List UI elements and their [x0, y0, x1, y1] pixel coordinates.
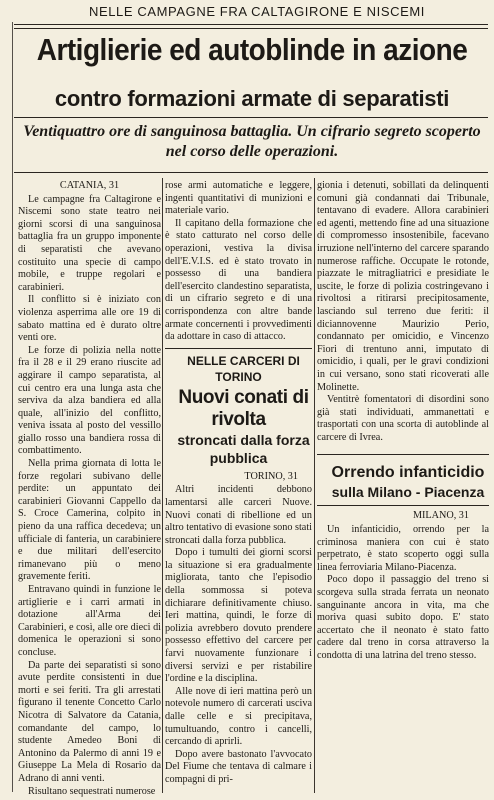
section-subheadline-milano: sulla Milano - Piacenza	[331, 484, 485, 501]
article-column-1	[18, 180, 161, 798]
main-headline: Artiglierie ed autoblinde in azione	[36, 32, 468, 67]
left-margin-strip	[2, 22, 13, 792]
paragraph: Poco dopo il passaggio del treno si scorgeva sulla strada ferrata un neonato sanguinante ancora in vita, ma che moriva quasi subito dopo. E' stato accertato che il neonato è stato fatto cadere dal treno in corsa attraverso la condotta di una latrina del treno stesso.	[317, 574, 489, 661]
paragraph: Le forze di polizia nella notte fra il 28 e il 29 erano riuscite ad aggirare il campo separatista, al cui centro era una lunga asta che serviva da alza bandiera ed alla quale, all'inizio del conflitto, veniva issata al posto del vessillo giallo rosso una bandiera rossa di combattimento.	[18, 344, 161, 457]
paragraph: Altri incidenti debbono lamentarsi alle carceri Nuove. Nuovi conati di ribellione ed un altro tentativo di evasione sono stati stroncati dalla forza pubblica.	[165, 484, 312, 546]
paragraph: Nella prima giornata di lotta le forze regolari subivano delle perdite: un appuntato dei carabinieri Giovanni Cappello da S. Croce Camerina, colpito in pieno da una raffica decedeva; un ufficiale di fanteria, un carabiniere e due militari dell'esercito rimanevano più o meno gravemente feriti.	[18, 458, 161, 583]
paragraph: Ventitrè fomentatori di disordini sono già stati individuati, ammanettati e trasportati con una scorta di autoblinde al carcere di Ivrea.	[317, 394, 489, 443]
secondary-headline: contro formazioni armate di separatisti	[54, 86, 450, 111]
subheadline: Ventiquattro ore di sanguinosa battaglia. Un cifrario segreto scoperto nel corso delle operazioni.	[23, 123, 481, 160]
paragraph: Dopo avere bastonato l'avvocato Del Fiume che tentava di calmare i compagni di pri-	[165, 748, 312, 785]
rule-under-subhead	[14, 172, 488, 173]
paragraph: Le campagne fra Caltagirone e Niscemi sono state teatro nei giorni scorsi di una sanguinosa battaglia fra un gruppo imponente di separatisti che avevano costituito una specie di campo mobile, e truppe regolari e carabinieri.	[18, 193, 161, 293]
article-column-2	[165, 180, 312, 787]
column-rule-2	[314, 178, 315, 793]
paragraph: Risultano sequestrati numerose	[28, 785, 156, 797]
section-headline-milano: Orrendo infanticidio	[331, 464, 485, 482]
rule-under-headline	[14, 117, 488, 118]
dateline-torino: TORINO, 31	[244, 470, 298, 482]
paragraph: Dopo i tumulti dei giorni scorsi la situazione si era gradualmente migliorata, tanto che l'episodio della sommossa si poteva dichiarare definitivamente chiuso. Ieri mattina, quindi, le forze di polizia avrebbero dovuto prendere possesso effettivo del carcere per farvi nuovamente funzionare i diversi servizi e per ristabilire l'ordine e la disciplina.	[165, 547, 312, 685]
paragraph: Il capitano della formazione che è stato catturato nel corso delle operazioni, vestiva la divisa dell'E.V.I.S. ed è stato trovato in possesso di una bandiera dell'esercito clandestino separatista, di un cifrario segreto e di una corrispondenza con altre bande armate concernenti i provvedimenti da adottare in caso di attacco.	[165, 217, 312, 343]
paragraph: Un infanticidio, orrendo per la criminosa maniera con cui è stato perpetrato, è stato scoperto oggi sulla linea ferroviaria Milano-Piacenza.	[317, 524, 489, 573]
section-rule-bottom	[317, 505, 489, 506]
dateline-catania: CATANIA, 31	[59, 180, 120, 191]
section-rule	[165, 348, 312, 349]
rule-top-2	[14, 28, 488, 29]
paragraph-continuation: gionia i detenuti, sobillati da delinquenti comuni già condannati dai Tribunale, tentavano di evadere. Allora carabinieri ed agenti, mettendo fine ad una situazione di compromesso insostenibile, facevano irruzione nell'interno del carcere sparando numerose raffiche. Occupate le rotonde, piazzate le mitragliatrici e presidiate le uscite, le forze di polizia costringevano i rivoltosi a ritirarsi precipitosamente, lasciando sul terreno due feriti: il diciannovenne Maurizio Perio, condannato per omicidio, e Vincenzo Fiori di trentuno anni, imputato di omicidio, i quali, per le gravi condizioni in cui versano, sono stati ricoverati alle Molinette.	[317, 180, 489, 393]
article-column-3	[317, 180, 489, 663]
top-kicker: NELLE CAMPAGNE FRA CALTAGIRONE E NISCEMI	[88, 4, 426, 19]
section-kicker-torino: NELLE CARCERI DI TORINO	[187, 353, 300, 384]
section-rule	[317, 454, 489, 455]
paragraph: Il conflitto si è iniziato con violenza asperrima alle ore 19 di sabato mattina ed è durato oltre venti ore.	[18, 294, 161, 344]
paragraph: Entravano quindi in funzione le artiglierie e i carri armati in dotazione all'Arma dei Carabinieri, e così, alle ore dieci di domenica le operazioni si sono concluse.	[18, 584, 161, 658]
rule-top	[14, 24, 488, 25]
section-headline-torino: Nuovi conati di rivolta	[178, 386, 309, 430]
paragraph: Alle nove di ieri mattina però un notevole numero di carcerati usciva dalle celle e si precipitava, tumultuando, contro i cancelli, cercando di aprirli.	[165, 685, 312, 748]
paragraph-continuation: rose armi automatiche e leggere, ingenti quantitativi di munizioni e materiale vario.	[165, 180, 312, 217]
paragraph: Da parte dei separatisti si sono avute perdite consistenti in due morti e sei feriti. Tra gli arrestati figurano il tenente Concetto Carlo Nicotra di Salvatore da Catania, comandante del campo, lo studente Amedeo Boni di Antonino da Palermo di anni 19 e Giuseppe La Mela di Rosario da Adrano di anni venti.	[18, 659, 161, 784]
dateline-milano: MILANO, 31	[412, 510, 469, 522]
column-rule-1	[162, 178, 163, 793]
section-subheadline-torino: stroncati dalla forza pubblica	[177, 431, 310, 466]
